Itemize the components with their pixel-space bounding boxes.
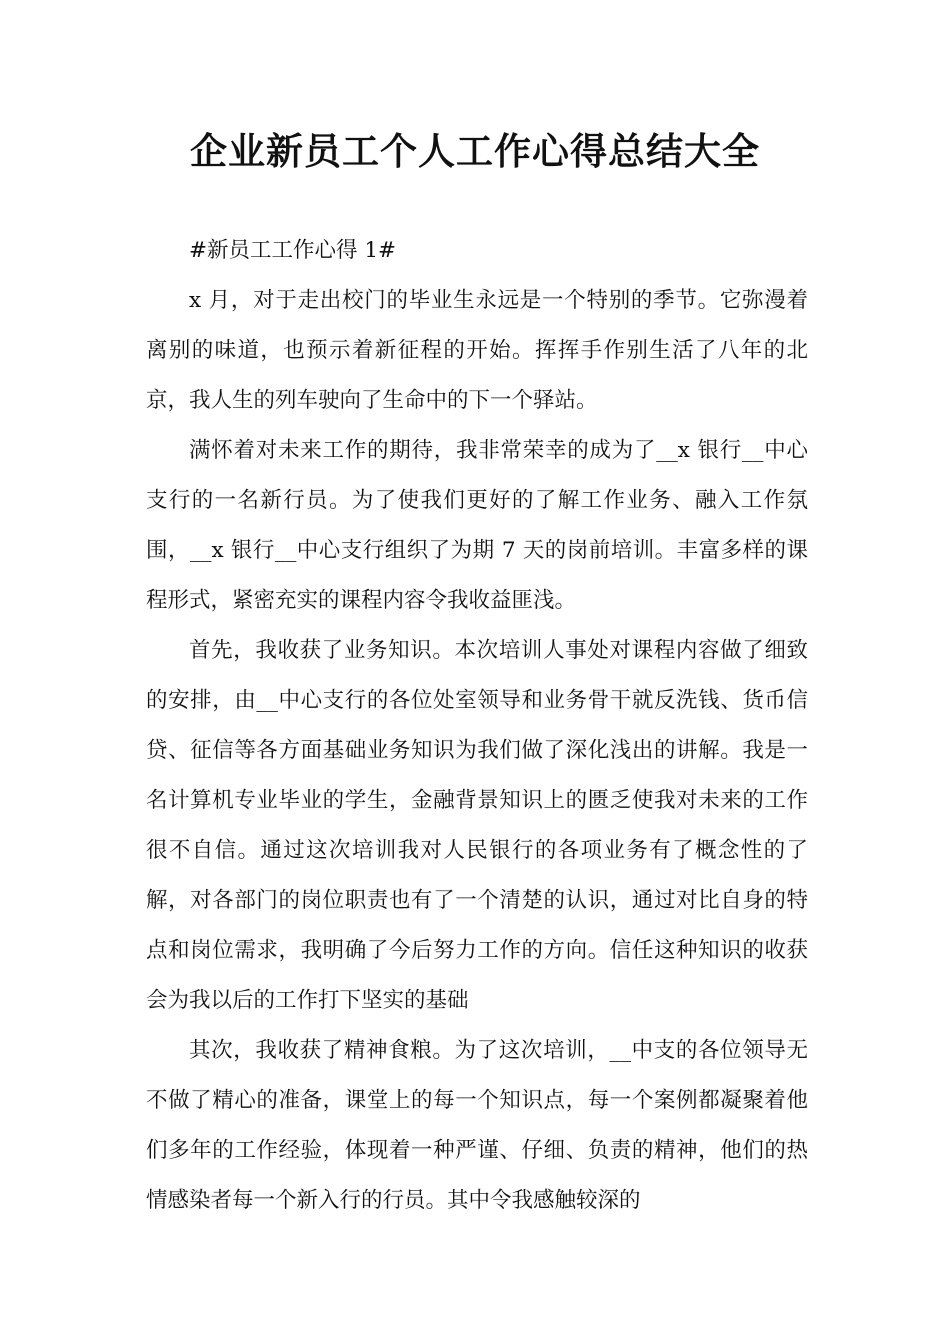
section-heading: #新员工工作心得 1# [189, 238, 397, 263]
paragraph: 满怀着对未来工作的期待，我非常荣幸的成为了__x 银行__中心支行的一名新行员。为了使我们更好的了解工作业务、融入工作氛围，__x 银行__中心支行组织了为期 7 天的岗前培训。丰富多样的课程形式，紧密充实的课程内容令我收益匪浅。 [146, 438, 808, 613]
paragraph: 首先，我收获了业务知识。本次培训人事处对课程内容做了细致的安排，由__中心支行的各位处室领导和业务骨干就反洗钱、货币信贷、征信等各方面基础业务知识为我们做了深化浅出的讲解。我是一名计算机专业毕业的学生，金融背景知识上的匮乏使我对未来的工作很不自信。通过这次培训我对人民银行的各项业务有了概念性的了解，对各部门的岗位职责也有了一个清楚的认识，通过对比自身的特点和岗位需求，我明确了今后努力工作的方向。信任这种知识的收获会为我以后的工作打下坚实的基础 [146, 638, 808, 1013]
document-title: 企业新员工个人工作心得总结大全 [190, 130, 760, 173]
document-body [146, 226, 808, 1226]
paragraph: 其次，我收获了精神食粮。为了这次培训，__中支的各位领导无不做了精心的准备，课堂上的每一个知识点，每一个案例都凝聚着他们多年的工作经验，体现着一种严谨、仔细、负责的精神，他们的热情感染者每一个新入行的行员。其中令我感触较深的 [146, 1038, 808, 1213]
paragraph: x 月，对于走出校门的毕业生永远是一个特别的季节。它弥漫着离别的味道，也预示着新征程的开始。挥挥手作别生活了八年的北京，我人生的列车驶向了生命中的下一个驿站。 [146, 288, 808, 413]
